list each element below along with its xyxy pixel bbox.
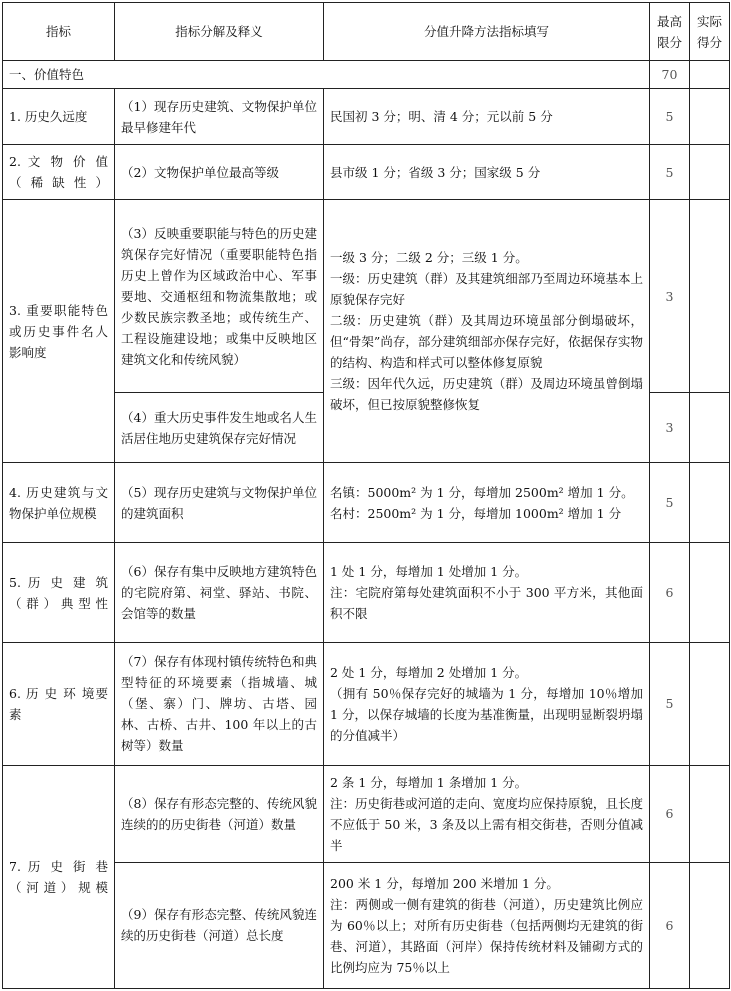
header-row	[3, 3, 730, 61]
actual-score-cell	[690, 862, 730, 988]
method-cell: 民国初 3 分；明、清 4 分；元以前 5 分	[324, 89, 650, 145]
indicator-cell: 4. 历史建筑与文物保护单位规模	[3, 463, 115, 543]
max-score-cell: 6	[650, 862, 690, 988]
actual-score-cell	[690, 89, 730, 145]
max-score-cell: 5	[650, 642, 690, 765]
method-cell: 县市级 1 分；省级 3 分；国家级 5 分	[324, 145, 650, 200]
header-indicator: 指标	[3, 3, 115, 61]
breakdown-cell: （2）文物保护单位最高等级	[115, 145, 324, 200]
breakdown-cell: （7）保存有体现村镇传统特色和典型特征的环境要素（指城墙、城（堡、寨）门、牌坊、古塔、园林、古桥、古井、100 年以上的古树等）数量	[115, 642, 324, 765]
method-cell: 1 处 1 分，每增加 1 处增加 1 分。 注：宅院府第每处建筑面积不小于 300 平方米，其他面积不限	[324, 543, 650, 642]
method-cell: 名镇：5000m² 为 1 分，每增加 2500m² 增加 1 分。 名村：2500m² 为 1 分，每增加 1000m² 增加 1 分	[324, 463, 650, 543]
header-method: 分值升降方法指标填写	[324, 3, 650, 61]
actual-score-cell	[690, 200, 730, 393]
header-max-score: 最高 限分	[650, 3, 690, 61]
indicator-cell: 3. 重要职能特色或历史事件名人影响度	[3, 200, 115, 463]
max-score-cell: 3	[650, 200, 690, 393]
indicator-cell: 7. 历 史 街 巷（河道）规模	[3, 765, 115, 988]
table-row	[3, 145, 730, 200]
breakdown-cell: （1）现存历史建筑、文物保护单位最早修建年代	[115, 89, 324, 145]
breakdown-cell: （5）现存历史建筑与文物保护单位的建筑面积	[115, 463, 324, 543]
max-score-cell: 6	[650, 765, 690, 862]
breakdown-cell: （4）重大历史事件发生地或名人生活居住地历史建筑保存完好情况	[115, 393, 324, 463]
table-row	[3, 89, 730, 145]
actual-score-cell	[690, 642, 730, 765]
table-row	[3, 642, 730, 765]
breakdown-cell: （6）保存有集中反映地方建筑特色的宅院府第、祠堂、驿站、书院、会馆等的数量	[115, 543, 324, 642]
table-row	[3, 200, 730, 393]
header-breakdown: 指标分解及释义	[115, 3, 324, 61]
breakdown-cell: （8）保存有形态完整的、传统风貌连续的的历史街巷（河道）数量	[115, 765, 324, 862]
section-max-score: 70	[650, 61, 690, 89]
max-score-cell: 5	[650, 89, 690, 145]
table-row	[3, 765, 730, 862]
table-row	[3, 543, 730, 642]
method-cell: 2 条 1 分，每增加 1 条增加 1 分。 注：历史街巷或河道的走向、宽度均应保持原貌，且长度不应低于 50 米，3 条及以上需有相交街巷，否则分值减半	[324, 765, 650, 862]
actual-score-cell	[690, 765, 730, 862]
max-score-cell: 3	[650, 393, 690, 463]
actual-score-cell	[690, 61, 730, 89]
indicator-cell: 6. 历 史 环 境要素	[3, 642, 115, 765]
actual-score-cell	[690, 543, 730, 642]
actual-score-cell	[690, 463, 730, 543]
indicator-cell: 5. 历 史 建 筑（群）典型性	[3, 543, 115, 642]
method-cell: 2 处 1 分，每增加 2 处增加 1 分。 （拥有 50％保存完好的城墙为 1 分，每增加 10％增加 1 分，以保存城墙的长度为基准衡量，出现明显断裂坍塌的分值减半）	[324, 642, 650, 765]
method-cell: 一级 3 分；二级 2 分；三级 1 分。 一级：历史建筑（群）及其建筑细部乃至周边环境基本上原貌保存完好 二级：历史建筑（群）及其周边环境虽部分倒塌破坏，但“骨架”尚存，部分建筑细部亦保存完好，依据保存实物的结构、构造和样式可以整体修复原貌 三级：因年代久远，历史建筑（群）及周边环境虽曾倒塌破坏，但已按原貌整修恢复	[324, 200, 650, 463]
section-row	[3, 61, 730, 89]
actual-score-cell	[690, 145, 730, 200]
max-score-cell: 5	[650, 145, 690, 200]
max-score-cell: 6	[650, 543, 690, 642]
breakdown-cell: （9）保存有形态完整、传统风貌连续的历史街巷（河道）总长度	[115, 862, 324, 988]
table-row	[3, 463, 730, 543]
max-score-cell: 5	[650, 463, 690, 543]
breakdown-cell: （3）反映重要职能与特色的历史建筑保存完好情况（重要职能特色指历史上曾作为区域政治中心、军事要地、交通枢纽和物流集散地；或少数民族宗教圣地；或传统生产、工程设施建设地；或集中反映地区建筑文化和传统风貌）	[115, 200, 324, 393]
indicator-cell: 2. 文 物 价 值（稀缺性）	[3, 145, 115, 200]
scoring-table	[2, 2, 730, 989]
indicator-cell: 1. 历史久远度	[3, 89, 115, 145]
header-actual-score: 实际 得分	[690, 3, 730, 61]
actual-score-cell	[690, 393, 730, 463]
method-cell: 200 米 1 分，每增加 200 米增加 1 分。 注：两侧或一侧有建筑的街巷（河道），历史建筑比例应为 60％以上；对所有历史街巷（包括两侧均无建筑的街巷、河道），其路面（河岸）保持传统材料及铺砌方式的比例均应为 75％以上	[324, 862, 650, 988]
section-title: 一、价值特色	[3, 61, 650, 89]
